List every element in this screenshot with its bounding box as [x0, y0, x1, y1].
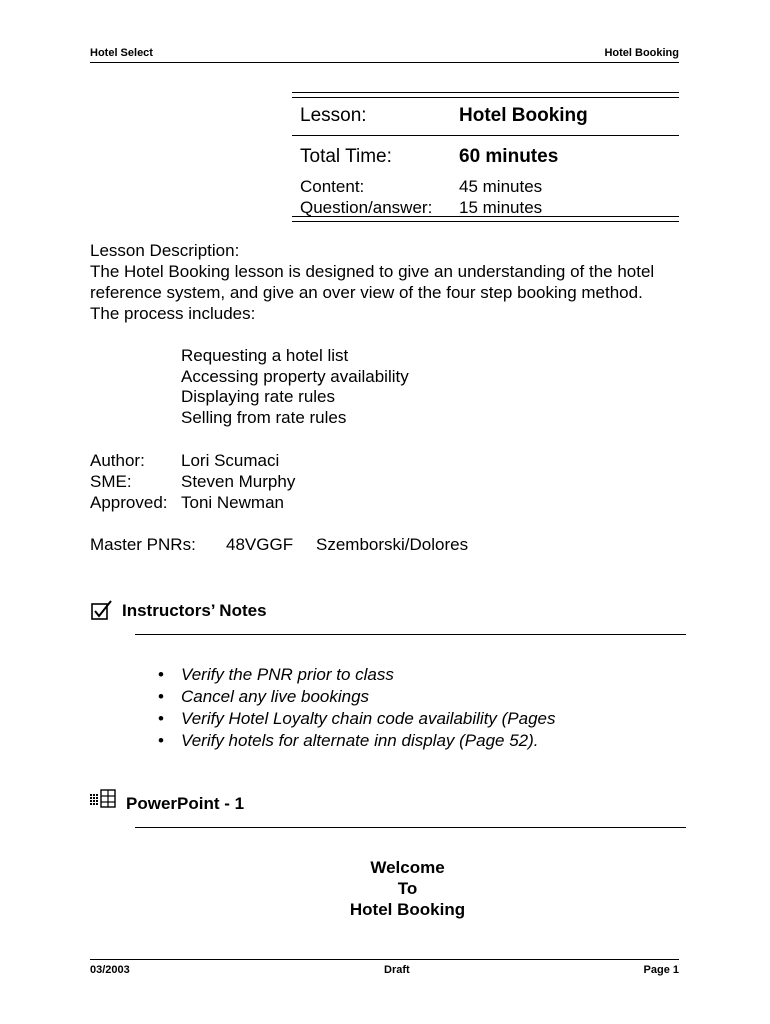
table-bottom-rule	[292, 216, 679, 222]
list-item: • Verify hotels for alternate inn display (Page 52).	[158, 731, 539, 750]
table-top-rule	[292, 92, 679, 98]
process-step: Displaying rate rules	[181, 387, 336, 407]
header-left: Hotel Select	[90, 47, 153, 59]
credits	[90, 450, 295, 513]
description-line: The Hotel Booking lesson is designed to give an understanding of the hotel	[90, 262, 655, 281]
lesson-label: Lesson:	[300, 105, 367, 126]
total-time-value: 60 minutes	[459, 146, 559, 167]
description-line: The process includes:	[90, 304, 256, 323]
approved-label: Approved:	[90, 493, 168, 512]
lesson-value: Hotel Booking	[459, 105, 588, 126]
page-number: Page 1	[643, 964, 679, 976]
pnr-label: Master PNRs:	[90, 535, 196, 554]
pnr-code: 48VGGF	[226, 535, 294, 554]
process-step: Accessing property availability	[181, 366, 409, 386]
footer-date: 03/2003	[90, 964, 130, 976]
powerpoint-title: PowerPoint - 1	[126, 794, 245, 813]
checkbox-icon	[91, 599, 113, 626]
qa-label: Question/answer:	[300, 198, 433, 217]
pnr-name: Szemborski/Dolores	[316, 535, 469, 554]
list-item: • Verify the PNR prior to class	[158, 665, 394, 684]
process-step: Selling from rate rules	[181, 408, 347, 428]
notes-rule	[135, 634, 686, 635]
content-value: 45 minutes	[459, 177, 543, 196]
slide-icon	[90, 788, 118, 815]
table-mid-rule	[292, 135, 679, 136]
author-label: Author:	[90, 451, 145, 470]
content-label: Content:	[300, 177, 365, 196]
description-heading: Lesson Description:	[90, 241, 240, 260]
sme-value: Steven Murphy	[181, 472, 296, 491]
header-rule	[90, 62, 679, 63]
instructor-notes-title: Instructors’ Notes	[122, 601, 267, 620]
qa-value: 15 minutes	[459, 198, 543, 217]
instructor-notes-list	[158, 664, 556, 752]
list-item: • Cancel any live bookings	[158, 687, 370, 706]
approved-value: Toni Newman	[181, 493, 284, 512]
sme-label: SME:	[90, 472, 132, 491]
welcome-line: To	[397, 879, 418, 898]
welcome-text	[290, 857, 525, 920]
list-item: • Verify Hotel Loyalty chain code availability (Pages	[158, 709, 556, 728]
process-step: Requesting a hotel list	[181, 346, 349, 365]
author-value: Lori Scumaci	[181, 451, 280, 470]
process-steps	[181, 346, 409, 429]
total-time-label: Total Time:	[300, 146, 392, 167]
footer-status: Draft	[384, 964, 410, 976]
description-line: reference system, and give an over view of the four step booking method.	[90, 283, 643, 302]
welcome-line: Welcome	[370, 858, 445, 877]
header-right: Hotel Booking	[604, 47, 679, 59]
lesson-description	[90, 240, 690, 324]
powerpoint-rule	[135, 827, 686, 828]
welcome-line: Hotel Booking	[349, 900, 466, 919]
footer-rule	[90, 959, 679, 960]
